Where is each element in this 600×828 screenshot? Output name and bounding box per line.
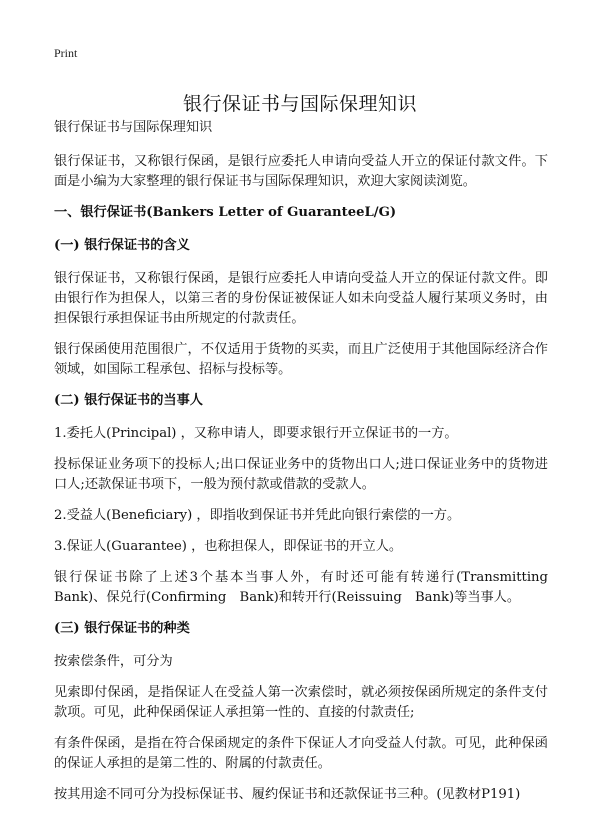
document-body (54, 118, 562, 816)
intro-paragraph: 银行保证书，又称银行保函，是银行应委托人申请向受益人开立的保证付款文件。下面是小编为大家整理的银行保证书与国际保理知识，欢迎大家阅读浏览。 (54, 154, 548, 189)
type-conditional-guarantee: 有条件保函，是指在符合保函规定的条件下保证人才向受益人付款。可见，此种保函的保证人承担的是第二性的、附属的付款责任。 (54, 736, 548, 771)
subsection-heading-types: (三) 银行保证书的种类 (54, 621, 190, 636)
section-heading-1: 一、银行保证书(Bankers Letter of GuaranteeL/G) (54, 205, 397, 220)
subsection-heading-meaning: (一) 银行保证书的含义 (54, 238, 190, 253)
type-by-purpose: 按其用途不同可分为投标保证书、履约保证书和还款保证书三种。(见教材P191) (54, 787, 521, 802)
document-subtitle: 银行保证书与国际保理知识 (54, 120, 213, 135)
party-beneficiary: 2.受益人(Beneficiary) ，即指收到保证书并凭此向银行索偿的一方。 (54, 508, 461, 523)
subsection-heading-parties: (二) 银行保证书的当事人 (54, 393, 203, 408)
party-guarantor: 3.保证人(Guarantee) ，也称担保人，即保证书的开立人。 (54, 539, 403, 554)
party-principal: 1.委托人(Principal) ，又称申请人，即要求银行开立保证书的一方。 (54, 426, 458, 441)
meaning-paragraph-2: 银行保函使用范围很广，不仅适用于货物的买卖，而且广泛使用于其他国际经济合作领域，如国际工程承包、招标与投标等。 (54, 342, 548, 377)
parties-other: 银行保证书除了上述3个基本当事人外，有时还可能有转递行(Transmitting Bank)、保兑行(Confirming Bank)和转开行(Reissuing Bank)等当事人。 (54, 570, 562, 605)
document-title: 银行保证书与国际保理知识 (182, 92, 417, 115)
meaning-paragraph-1: 银行保证书，又称银行保函，是银行应委托人申请向受益人开立的保证付款文件。即由银行作为担保人，以第三者的身份保证被保证人如未向受益人履行某项义务时，由担保银行承担保证书由所规定的付款责任。 (54, 271, 548, 326)
party-principal-detail: 投标保证业务项下的投标人;出口保证业务中的货物出口人;进口保证业务中的货物进口人;还款保证书项下，一般为预付款或借款的受款人。 (54, 457, 548, 492)
type-demand-guarantee: 见索即付保函，是指保证人在受益人第一次索偿时，就必须按保函所规定的条件支付款项。可见，此种保函保证人承担第一性的、直接的付款责任; (54, 685, 548, 720)
types-intro: 按索偿条件，可分为 (54, 654, 173, 669)
print-label: Print (54, 46, 78, 60)
